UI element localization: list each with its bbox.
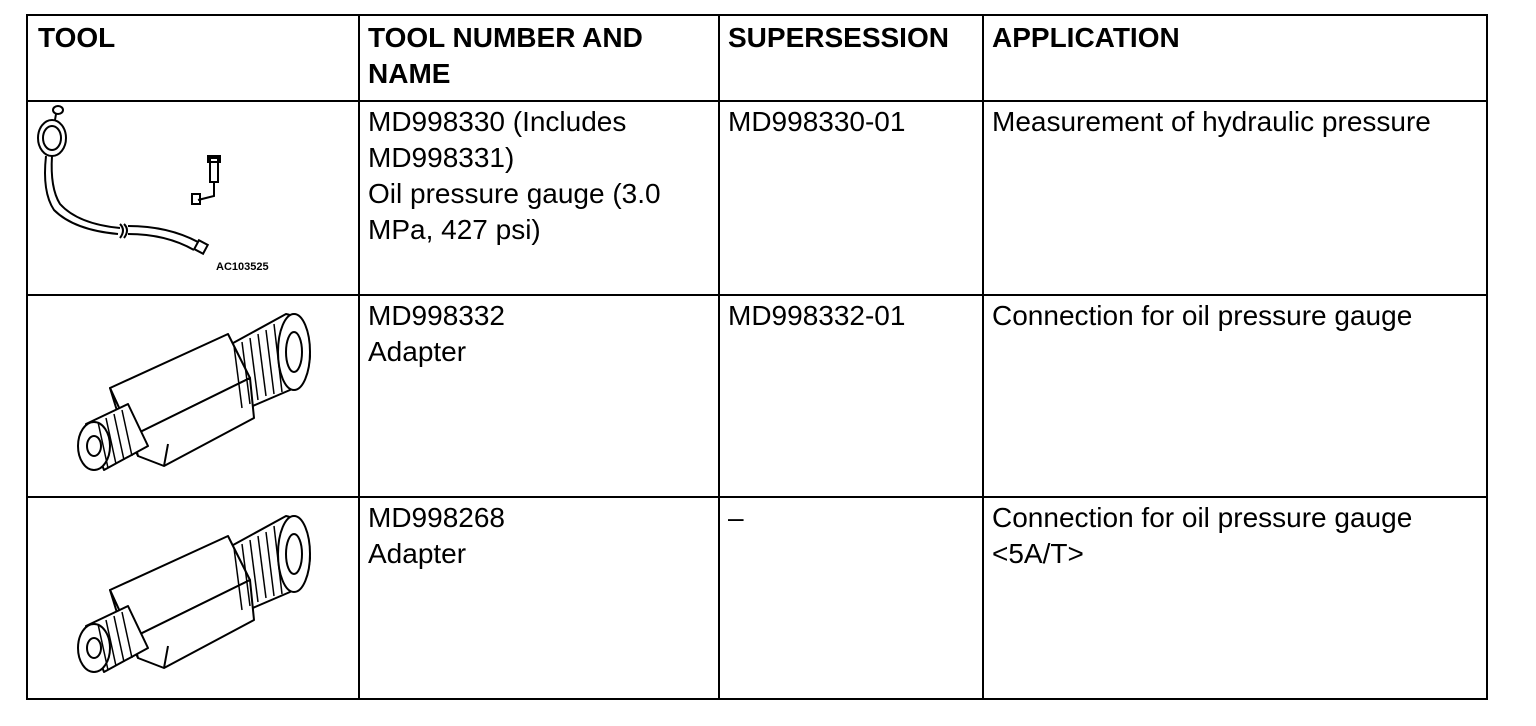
application-line: <5A/T> bbox=[992, 538, 1084, 569]
supersession-cell: MD998332-01 bbox=[719, 295, 983, 497]
tool-number-line: MD998330 (Includes bbox=[368, 106, 627, 137]
supersession-cell: – bbox=[719, 497, 983, 699]
application-line: Connection for oil pressure gauge bbox=[992, 300, 1413, 331]
tool-illustration-cell bbox=[27, 295, 359, 497]
tool-name-line: Adapter bbox=[368, 336, 467, 367]
tool-illustration-cell bbox=[27, 101, 359, 295]
application-cell bbox=[983, 497, 1487, 699]
tool-name-line: MPa, 427 psi) bbox=[368, 214, 541, 245]
tool-number-line: MD998268 bbox=[368, 502, 505, 533]
tool-number-line: MD998331) bbox=[368, 142, 515, 173]
header-supersession: SUPERSESSION bbox=[719, 15, 983, 101]
oil-pressure-gauge-icon bbox=[28, 102, 360, 298]
application-cell bbox=[983, 295, 1487, 497]
tool-name-line: Oil pressure gauge (3.0 bbox=[368, 178, 661, 209]
tool-number-cell bbox=[359, 497, 719, 699]
header-application: APPLICATION bbox=[983, 15, 1487, 101]
table-row bbox=[27, 101, 1487, 295]
tool-number-line: MD998332 bbox=[368, 300, 505, 331]
header-number-line-1: TOOL NUMBER AND bbox=[368, 22, 643, 53]
tool-name-line: Adapter bbox=[368, 538, 467, 569]
header-number-line-2: NAME bbox=[368, 58, 451, 89]
illustration-ref-code: AC103525 bbox=[216, 261, 269, 273]
table-row bbox=[27, 497, 1487, 699]
header-tool-number-and-name bbox=[359, 15, 719, 101]
supersession-cell: MD998330-01 bbox=[719, 101, 983, 295]
tool-number-cell bbox=[359, 101, 719, 295]
tool-illustration-cell bbox=[27, 497, 359, 699]
special-tools-table bbox=[26, 14, 1488, 700]
application-cell bbox=[983, 101, 1487, 295]
adapter-icon bbox=[28, 498, 360, 702]
tool-number-cell bbox=[359, 295, 719, 497]
table-row bbox=[27, 295, 1487, 497]
adapter-icon bbox=[28, 296, 360, 500]
application-line: Measurement of hydraulic pressure bbox=[992, 106, 1431, 137]
header-row bbox=[27, 15, 1487, 101]
header-tool: TOOL bbox=[27, 15, 359, 101]
application-line: Connection for oil pressure gauge bbox=[992, 502, 1413, 533]
